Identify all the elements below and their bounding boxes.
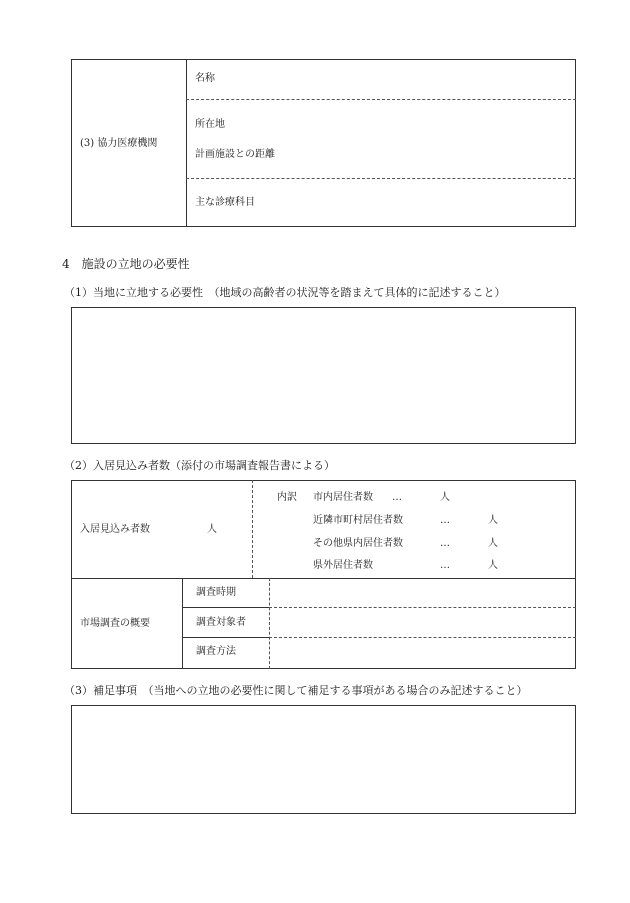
row-divider	[269, 607, 576, 608]
breakdown-dots: …	[440, 538, 450, 549]
name-label: 名称	[195, 73, 215, 84]
expected-residents-label: 入居見込み者数	[80, 524, 150, 535]
breakdown-label: 近隣市町村居住者数	[313, 515, 403, 526]
survey-summary-label: 市場調査の概要	[80, 618, 150, 629]
section-4-title: 4 施設の立地の必要性	[62, 257, 190, 271]
column-divider	[269, 578, 270, 669]
departments-label: 主な診療科目	[195, 197, 255, 208]
breakdown-unit: 人	[440, 492, 450, 503]
survey-period-label: 調査時期	[196, 587, 236, 598]
row-divider	[186, 99, 576, 100]
row-divider	[269, 637, 576, 638]
necessity-answer-box[interactable]	[71, 307, 576, 444]
distance-label: 計画施設との距離	[195, 149, 275, 160]
survey-target-label: 調査対象者	[196, 617, 246, 628]
breakdown-unit: 人	[488, 515, 498, 526]
table-divider	[186, 59, 187, 227]
breakdown-prefix: 内訳	[277, 492, 297, 503]
expected-residents-unit: 人	[207, 524, 217, 535]
expected-residents-table	[71, 480, 576, 669]
breakdown-unit: 人	[488, 538, 498, 549]
supplement-heading: （3）補足事項 （当地への立地の必要性に関して補足する事項がある場合のみ記述すること）	[64, 684, 528, 697]
supplement-answer-box[interactable]	[71, 705, 576, 814]
breakdown-dots: …	[392, 492, 402, 503]
breakdown-label: 県外居住者数	[313, 560, 373, 571]
row-divider	[182, 607, 269, 608]
row-divider	[186, 178, 576, 179]
address-label: 所在地	[195, 119, 225, 130]
breakdown-dots: …	[440, 560, 450, 571]
breakdown-dots: …	[440, 515, 450, 526]
breakdown-label: 市内居住者数	[313, 492, 373, 503]
breakdown-unit: 人	[488, 560, 498, 571]
breakdown-label: その他県内居住者数	[313, 538, 403, 549]
column-divider	[182, 578, 183, 669]
expected-residents-heading: （2）入居見込み者数（添付の市場調査報告書による）	[64, 459, 335, 472]
column-divider	[252, 480, 253, 578]
survey-method-label: 調査方法	[196, 646, 236, 657]
row-divider	[182, 637, 269, 638]
row-label-cooperating-institution: (3) 協力医療機関	[80, 138, 158, 149]
table-divider	[71, 578, 576, 579]
necessity-heading: （1）当地に立地する必要性 （地域の高齢者の状況等を踏まえて具体的に記述すること）	[64, 286, 506, 299]
